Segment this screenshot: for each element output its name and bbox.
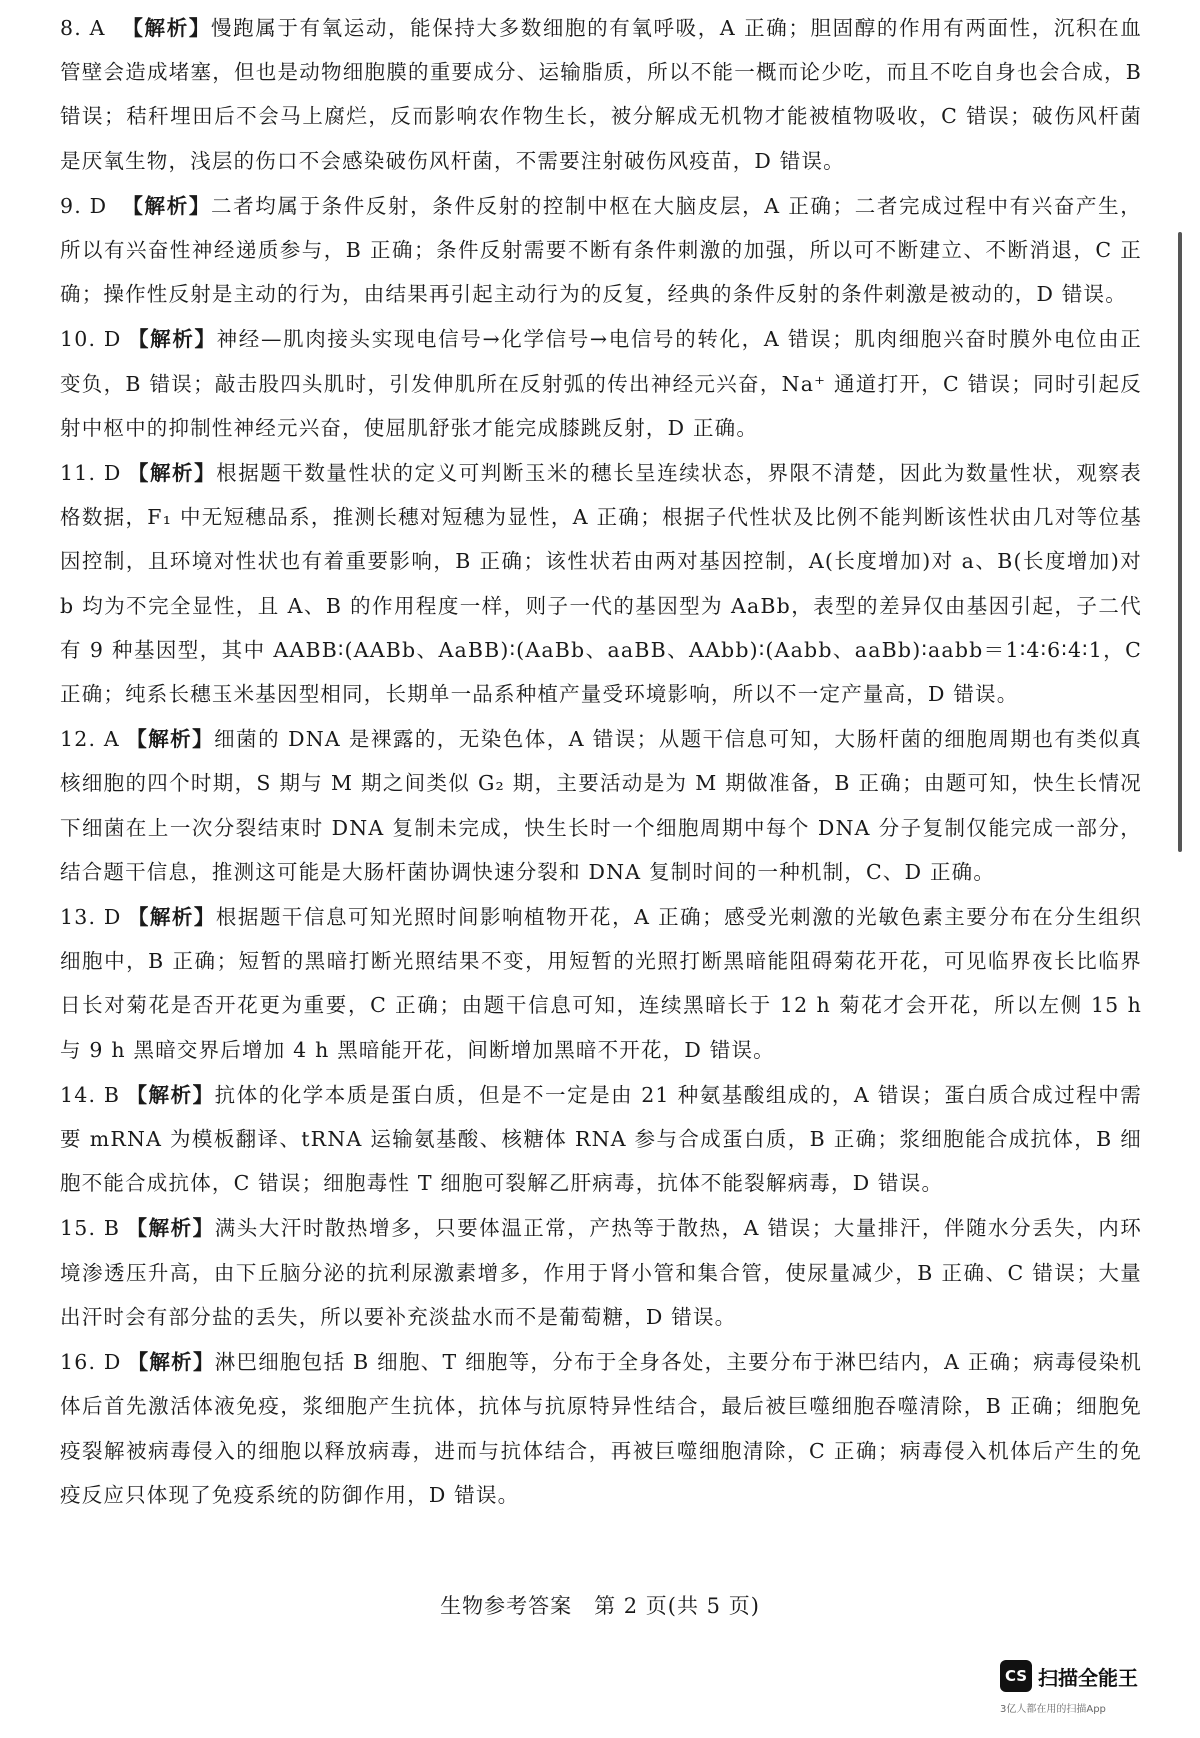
analysis-text: 根据题干信息可知光照时间影响植物开花，A 正确；感受光刺激的光敏色素主要分布在分生组织细胞中，B 正确；短暂的黑暗打断光照结果不变，用短暂的光照打断黑暗能阻碍菊花开花，可见临界夜长比临界日长对菊花是否开花更为重要，C 正确；由题干信息可知，连续黑暗长于 12 h 菊花才会开花，所以左侧 15 h 与 9 h 黑暗交界后增加 4 h 黑暗能开花，间断增加黑暗不开花，D 错误。	[60, 905, 1142, 1062]
analysis-tag: 【解析】	[122, 193, 211, 218]
answer-item-9	[60, 184, 1142, 317]
analysis-tag: 【解析】	[125, 727, 215, 752]
answer-item-12	[60, 717, 1142, 894]
analysis-tag: 【解析】	[122, 16, 211, 40]
answer-number: 8. A	[60, 16, 106, 40]
answer-item-14	[60, 1073, 1142, 1206]
answer-number: 10. D	[60, 327, 122, 352]
analysis-text: 二者均属于条件反射，条件反射的控制中枢在大脑皮层，A 正确；二者完成过程中有兴奋产生，所以有兴奋性神经递质参与，B 正确；条件反射需要不断有条件刺激的加强，所以可不断建立、不断消退，C 正确；操作性反射是主动的行为，由结果再引起主动行为的反复，经典的条件反射的条件刺激是被动的，D 错误。	[60, 193, 1142, 307]
analysis-text: 细菌的 DNA 是裸露的，无染色体，A 错误；从题干信息可知，大肠杆菌的细胞周期也有类似真核细胞的四个时期，S 期与 M 期之间类似 G₂ 期，主要活动是为 M 期做准备，B 正确；由题可知，快生长情况下细菌在上一次分裂结束时 DNA 复制未完成，快生长时一个细胞周期中每个 DNA 分子复制仅能完成一部分，结合题干信息，推测这可能是大肠杆菌协调快速分裂和 DNA 复制时间的一种机制，C、D 正确。	[60, 727, 1142, 884]
answer-number: 14. B	[60, 1082, 121, 1107]
answer-number: 11. D	[60, 461, 122, 486]
analysis-tag: 【解析】	[126, 1216, 215, 1241]
camscanner-logo-icon: CS	[1000, 1660, 1032, 1692]
analysis-tag: 【解析】	[127, 327, 217, 352]
answer-item-11	[60, 451, 1142, 716]
answer-number: 9. D	[60, 193, 108, 218]
analysis-tag: 【解析】	[127, 1350, 215, 1375]
answer-number: 15. B	[60, 1216, 121, 1241]
analysis-tag: 【解析】	[127, 461, 217, 486]
analysis-text: 根据题干数量性状的定义可判断玉米的穗长呈连续状态，界限不清楚，因此为数量性状，观察表格数据，F₁ 中无短穗品系，推测长穗对短穗为显性，A 正确；根据子代性状及比例不能判断该性状由几对等位基因控制，且环境对性状也有着重要影响，B 正确；该性状若由两对基因控制，A(长度增加)对 a、B(长度增加)对 b 均为不完全显性，且 A、B 的作用程度一样，则子一代的基因型为 AaBb，表型的差异仅由基因引起，子二代有 9 种基因型，其中 AABB∶(AABb、AaBB)∶(AaBb、aaBB、AAbb)∶(Aabb、aaBb)∶aabb＝1∶4∶6∶4∶1，C 正确；纯系长穗玉米基因型相同，长期单一品系种植产量受环境影响，所以不一定产量高，D 错误。	[60, 461, 1142, 707]
analysis-tag: 【解析】	[127, 905, 216, 930]
answer-item-10	[60, 317, 1142, 450]
answer-number: 12. A	[60, 727, 120, 752]
analysis-text: 淋巴细胞包括 B 细胞、T 细胞等，分布于全身各处，主要分布于淋巴结内，A 正确；病毒侵染机体后首先激活体液免疫，浆细胞产生抗体，抗体与抗原特异性结合，最后被巨噬细胞吞噬清除，B 正确；细胞免疫裂解被病毒侵入的细胞以释放病毒，进而与抗体结合，再被巨噬细胞清除，C 正确；病毒侵入机体后产生的免疫反应只体现了免疫系统的防御作用，D 错误。	[60, 1350, 1142, 1507]
answer-number: 13. D	[60, 905, 122, 930]
answer-number: 16. D	[60, 1350, 122, 1375]
answer-item-13	[60, 895, 1142, 1072]
answer-item-8	[60, 6, 1142, 183]
analysis-tag: 【解析】	[126, 1082, 215, 1107]
analysis-text: 满头大汗时散热增多，只要体温正常，产热等于散热，A 错误；大量排汗，伴随水分丢失，内环境渗透压升高，由下丘脑分泌的抗利尿激素增多，作用于肾小管和集合管，使尿量减少，B 正确、C 错误；大量出汗时会有部分盐的丢失，所以要补充淡盐水而不是葡萄糖，D 错误。	[60, 1216, 1142, 1329]
answer-item-16	[60, 1340, 1142, 1517]
scrollbar[interactable]	[1178, 232, 1182, 852]
analysis-text: 抗体的化学本质是蛋白质，但是不一定是由 21 种氨基酸组成的，A 错误；蛋白质合成过程中需要 mRNA 为模板翻译、tRNA 运输氨基酸、核糖体 RNA 参与合成蛋白质，B 正确；浆细胞能合成抗体，B 细胞不能合成抗体，C 错误；细胞毒性 T 细胞可裂解乙肝病毒，抗体不能裂解病毒，D 错误。	[60, 1082, 1142, 1196]
watermark-title: 扫描全能王	[1038, 1666, 1138, 1690]
watermark-subtitle: 3亿人都在用的扫描App	[1000, 1704, 1106, 1715]
analysis-text: 慢跑属于有氧运动，能保持大多数细胞的有氧呼吸，A 正确；胆固醇的作用有两面性，沉积在血管壁会造成堵塞，但也是动物细胞膜的重要成分、运输脂质，所以不能一概而论少吃，而且不吃自身也会合成，B 错误；秸秆埋田后不会马上腐烂，反而影响农作物生长，被分解成无机物才能被植物吸收，C 错误；破伤风杆菌是厌氧生物，浅层的伤口不会感染破伤风杆菌，不需要注射破伤风疫苗，D 错误。	[60, 16, 1142, 173]
answer-list	[60, 6, 1142, 1518]
scanner-watermark	[1000, 1660, 1180, 1724]
answer-item-15	[60, 1206, 1142, 1339]
analysis-text: 神经—肌肉接头实现电信号→化学信号→电信号的转化，A 错误；肌肉细胞兴奋时膜外电位由正变负，B 错误；敲击股四头肌时，引发伸肌所在反射弧的传出神经元兴奋，Na⁺ 通道打开，C 错误；同时引起反射中枢中的抑制性神经元兴奋，使屈肌舒张才能完成膝跳反射，D 正确。	[60, 327, 1142, 440]
page-footer: 生物参考答案 第 2 页(共 5 页)	[440, 1594, 760, 1618]
